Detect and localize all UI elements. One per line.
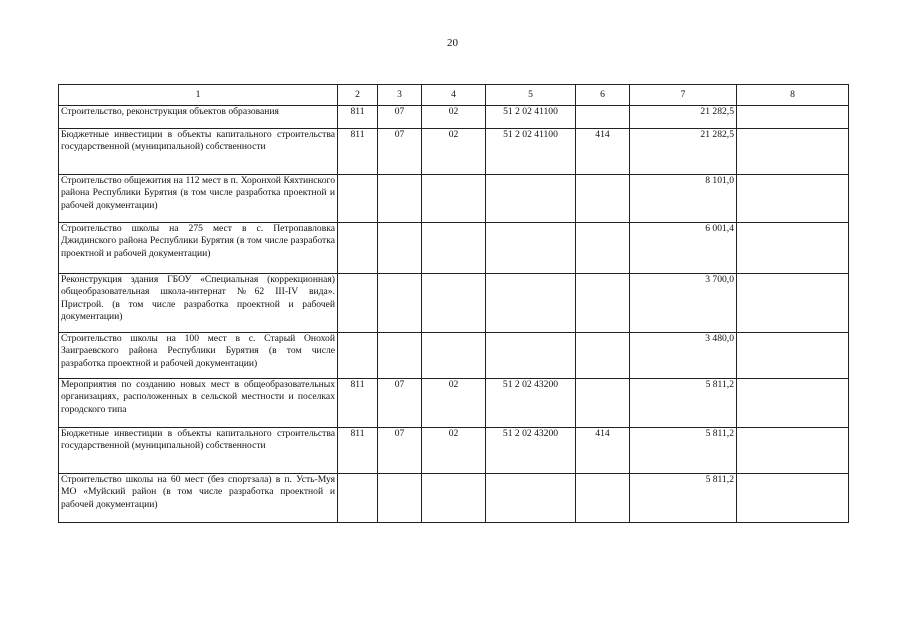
row-ministry-code (338, 474, 378, 523)
row-expense-type (576, 333, 630, 379)
row-amount: 5 811,2 (630, 379, 737, 428)
row-amount: 21 282,5 (630, 129, 737, 175)
row-amount: 8 101,0 (630, 175, 737, 223)
row-ministry-code: 811 (338, 379, 378, 428)
row-col-8 (737, 129, 849, 175)
row-name: Строительство общежития на 112 мест в п. Хоронхой Кяхтинского района Республики Бурятия (в том числе разработка проектной и рабочей документации) (59, 175, 338, 223)
table-row (59, 379, 849, 428)
row-amount: 3 480,0 (630, 333, 737, 379)
row-expense-type: 414 (576, 428, 630, 474)
row-section: 07 (378, 129, 422, 175)
table-row (59, 106, 849, 129)
row-name: Строительство школы на 100 мест в с. Старый Онохой Заиграевского района Республики Бурятия (в том числе разработка проектной и рабочей документации) (59, 333, 338, 379)
row-name: Бюджетные инвестиции в объекты капитального строительства государственной (муниципальной) собственности (59, 428, 338, 474)
header-col-8: 8 (737, 85, 849, 106)
row-name: Строительство школы на 275 мест в с. Петропавловка Джидинского района Республики Бурятия (в том числе разработка проектной и рабочей документации) (59, 223, 338, 274)
table-header-row (59, 85, 849, 106)
row-expense-type (576, 106, 630, 129)
row-col-8 (737, 474, 849, 523)
row-subsection: 02 (422, 428, 486, 474)
row-section: 07 (378, 106, 422, 129)
row-name: Реконструкция здания ГБОУ «Специальная (коррекционная) общеобразовательная школа-интернат №62 III-IV вида». Пристрой. (в том числе разработка проектной и рабочей документации) (59, 274, 338, 333)
header-col-7: 7 (630, 85, 737, 106)
header-col-6: 6 (576, 85, 630, 106)
table-row (59, 129, 849, 175)
row-ministry-code (338, 333, 378, 379)
row-ministry-code: 811 (338, 129, 378, 175)
row-section (378, 474, 422, 523)
row-expense-type (576, 223, 630, 274)
row-subsection (422, 175, 486, 223)
row-target-article: 51 2 02 43200 (486, 428, 576, 474)
row-subsection (422, 474, 486, 523)
row-ministry-code (338, 223, 378, 274)
row-ministry-code (338, 274, 378, 333)
table-row (59, 333, 849, 379)
row-amount: 6 001,4 (630, 223, 737, 274)
row-subsection: 02 (422, 129, 486, 175)
row-subsection (422, 223, 486, 274)
row-subsection (422, 274, 486, 333)
row-expense-type (576, 175, 630, 223)
row-name: Бюджетные инвестиции в объекты капитального строительства государственной (муниципальной) собственности (59, 129, 338, 175)
table-row (59, 175, 849, 223)
row-section (378, 274, 422, 333)
row-expense-type (576, 379, 630, 428)
header-col-4: 4 (422, 85, 486, 106)
row-target-article (486, 223, 576, 274)
row-target-article (486, 175, 576, 223)
header-col-1: 1 (59, 85, 338, 106)
row-section (378, 223, 422, 274)
row-section (378, 333, 422, 379)
row-expense-type (576, 274, 630, 333)
row-col-8 (737, 106, 849, 129)
row-subsection: 02 (422, 379, 486, 428)
row-target-article: 51 2 02 41100 (486, 106, 576, 129)
row-col-8 (737, 379, 849, 428)
budget-table (58, 84, 849, 523)
table-row (59, 274, 849, 333)
row-name: Мероприятия по созданию новых мест в общеобразовательных организациях, расположенных в сельской местности и поселках городского типа (59, 379, 338, 428)
header-col-3: 3 (378, 85, 422, 106)
row-amount: 21 282,5 (630, 106, 737, 129)
row-ministry-code (338, 175, 378, 223)
row-ministry-code: 811 (338, 428, 378, 474)
row-name: Строительство, реконструкция объектов образования (59, 106, 338, 129)
row-name: Строительство школы на 60 мест (без спортзала) в п. Усть-Муя МО «Муйский район (в том числе разработка проектной и рабочей документации) (59, 474, 338, 523)
row-section: 07 (378, 428, 422, 474)
row-amount: 3 700,0 (630, 274, 737, 333)
row-col-8 (737, 428, 849, 474)
row-target-article (486, 333, 576, 379)
row-col-8 (737, 333, 849, 379)
table-row (59, 474, 849, 523)
row-expense-type (576, 474, 630, 523)
row-expense-type: 414 (576, 129, 630, 175)
row-subsection: 02 (422, 106, 486, 129)
header-col-2: 2 (338, 85, 378, 106)
row-col-8 (737, 175, 849, 223)
row-target-article: 51 2 02 43200 (486, 379, 576, 428)
header-col-5: 5 (486, 85, 576, 106)
row-target-article: 51 2 02 41100 (486, 129, 576, 175)
table-row (59, 428, 849, 474)
row-target-article (486, 274, 576, 333)
row-col-8 (737, 223, 849, 274)
row-ministry-code: 811 (338, 106, 378, 129)
row-amount: 5 811,2 (630, 474, 737, 523)
row-col-8 (737, 274, 849, 333)
row-section (378, 175, 422, 223)
row-subsection (422, 333, 486, 379)
page-number: 20 (447, 37, 458, 49)
row-section: 07 (378, 379, 422, 428)
table-row (59, 223, 849, 274)
row-target-article (486, 474, 576, 523)
row-amount: 5 811,2 (630, 428, 737, 474)
